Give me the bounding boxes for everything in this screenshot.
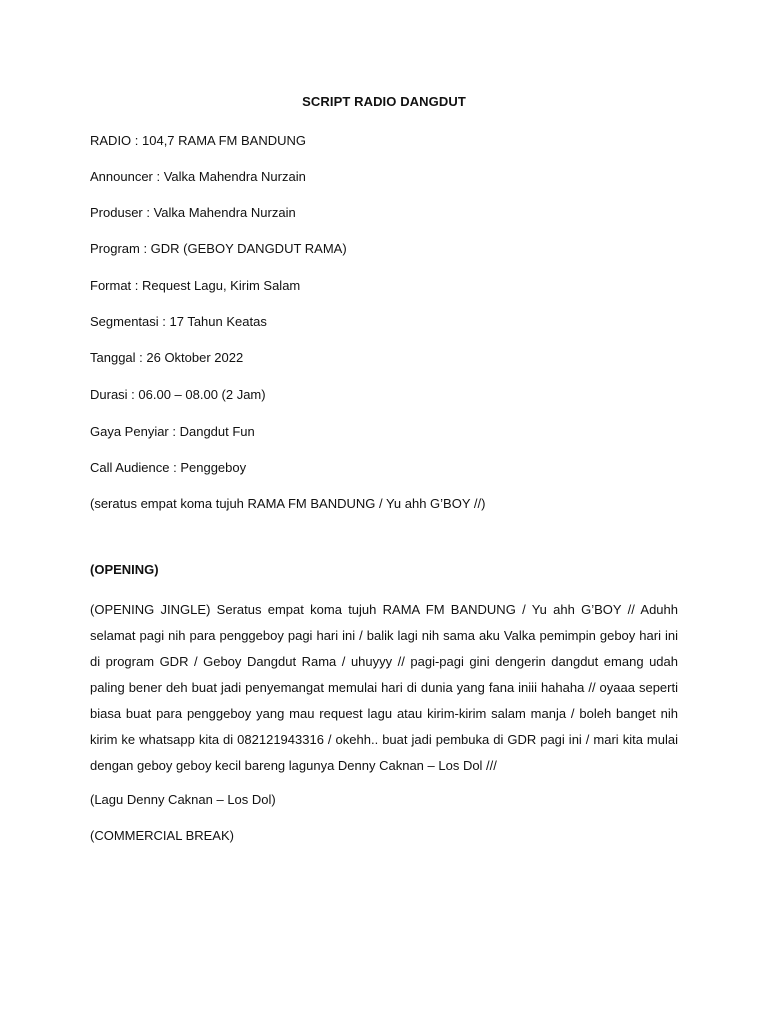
station-id-line: (seratus empat koma tujuh RAMA FM BANDUNG / Yu ahh G’BOY //) — [90, 496, 486, 511]
info-radio: RADIO : 104,7 RAMA FM BANDUNG — [90, 133, 306, 148]
info-produser: Produser : Valka Mahendra Nurzain — [90, 205, 296, 220]
info-call-audience: Call Audience : Penggeboy — [90, 460, 247, 475]
opening-paragraph: (OPENING JINGLE) Seratus empat koma tujuh RAMA FM BANDUNG / Yu ahh G’BOY // Aduhh selamat pagi nih para penggeboy pagi hari ini / balik lagi nih sama aku Valka pemimpin geboy hari ini di program GDR / Geboy Dangdut Rama / uhuyyy // pagi-pagi gini dengerin dangdut emang udah paling bener deh buat jadi penyemangat memulai hari di dunia yang fana iniii hahaha // oyaaa seperti biasa buat para penggeboy yang mau request lagu atau kirim-kirim salam manja / boleh banget nih kirim ke whatsapp kita di 082121943316 / okehh.. buat jadi pembuka di GDR pagi ini / mari kita mulai dengan geboy geboy kecil bareng lagunya Denny Caknan – Los Dol /// — [90, 602, 678, 773]
info-program: Program : GDR (GEBOY DANGDUT RAMA) — [90, 241, 347, 256]
opening-heading: (OPENING) — [90, 562, 159, 577]
info-format: Format : Request Lagu, Kirim Salam — [90, 278, 301, 293]
info-tanggal: Tanggal : 26 Oktober 2022 — [90, 350, 244, 365]
info-segmentasi: Segmentasi : 17 Tahun Keatas — [90, 314, 267, 329]
info-announcer: Announcer : Valka Mahendra Nurzain — [90, 169, 306, 184]
info-gaya-penyiar: Gaya Penyiar : Dangdut Fun — [90, 424, 255, 439]
song-line: (Lagu Denny Caknan – Los Dol) — [90, 792, 276, 807]
info-durasi: Durasi : 06.00 – 08.00 (2 Jam) — [90, 387, 266, 402]
commercial-break-line: (COMMERCIAL BREAK) — [90, 828, 234, 843]
document-title: SCRIPT RADIO DANGDUT — [302, 94, 466, 109]
